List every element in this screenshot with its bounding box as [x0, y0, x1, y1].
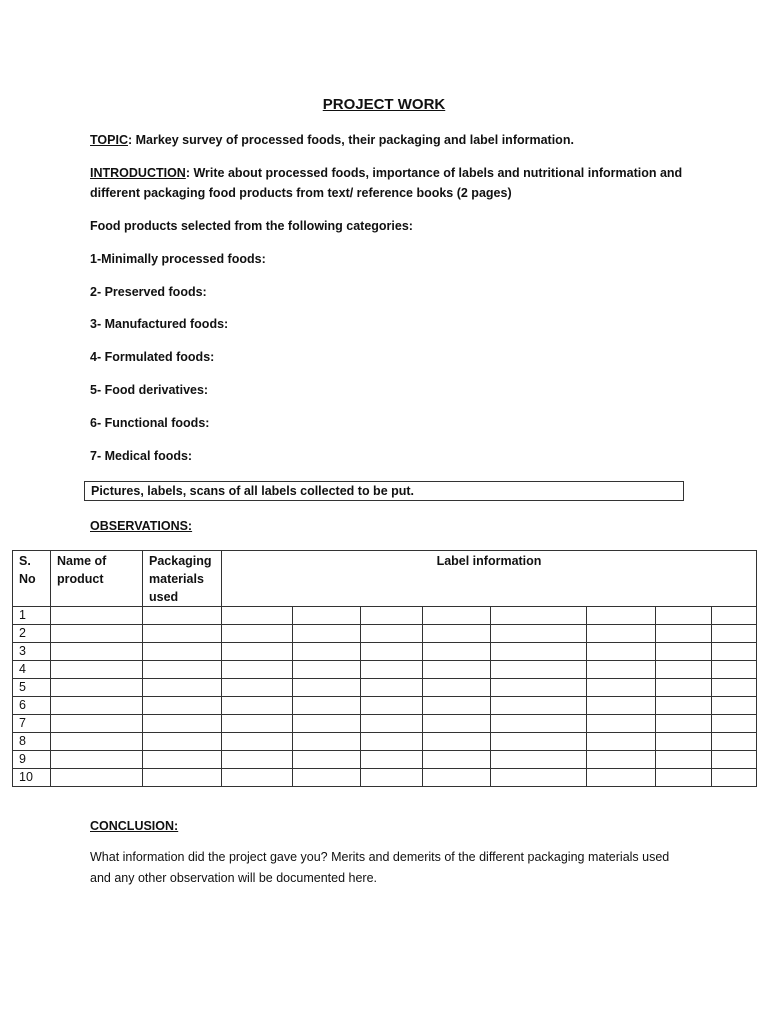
table-cell: [491, 751, 587, 769]
table-row: [13, 715, 757, 733]
table-cell: [222, 625, 293, 643]
table-cell: [143, 715, 222, 733]
table-row: [13, 733, 757, 751]
table-cell: [491, 625, 587, 643]
table-cell: [587, 607, 656, 625]
table-cell: [712, 607, 757, 625]
table-row: [13, 625, 757, 643]
table-cell: [222, 643, 293, 661]
table-cell: [361, 625, 423, 643]
table-cell: [712, 643, 757, 661]
table-cell: [587, 769, 656, 787]
table-cell: [491, 697, 587, 715]
table-row: [13, 643, 757, 661]
table-cell: [423, 697, 491, 715]
table-cell: [361, 697, 423, 715]
category-item: 4- Formulated foods:: [90, 350, 215, 364]
table-row: [13, 661, 757, 679]
table-cell: [712, 751, 757, 769]
table-cell: [656, 733, 712, 751]
table-cell: [491, 607, 587, 625]
table-cell: [222, 769, 293, 787]
category-item: 6- Functional foods:: [90, 416, 210, 430]
row-number: 4: [13, 661, 51, 679]
category-item: 5- Food derivatives:: [90, 383, 209, 397]
table-cell: [51, 715, 143, 733]
table-cell: [51, 643, 143, 661]
table-cell: [143, 679, 222, 697]
table-cell: [293, 661, 361, 679]
table-cell: [423, 679, 491, 697]
table-cell: [51, 697, 143, 715]
table-cell: [222, 697, 293, 715]
table-cell: [656, 697, 712, 715]
header-label-information: Label information: [222, 551, 757, 607]
table-cell: [143, 643, 222, 661]
table-cell: [712, 733, 757, 751]
observations-heading: OBSERVATIONS:: [90, 519, 193, 533]
table-cell: [143, 733, 222, 751]
table-row: [13, 769, 757, 787]
topic-line: [90, 130, 690, 150]
table-cell: [423, 643, 491, 661]
table-cell: [222, 751, 293, 769]
table-cell: [222, 607, 293, 625]
row-number: 1: [13, 607, 51, 625]
table-cell: [361, 643, 423, 661]
table-cell: [51, 769, 143, 787]
page-title: PROJECT WORK: [322, 96, 446, 113]
table-cell: [293, 625, 361, 643]
table-cell: [656, 607, 712, 625]
table-cell: [143, 769, 222, 787]
table-cell: [656, 625, 712, 643]
table-cell: [491, 661, 587, 679]
table-cell: [712, 625, 757, 643]
header-packaging: Packaging materials used: [143, 551, 222, 607]
table-header-row: [13, 551, 757, 607]
topic-label: TOPIC: [90, 133, 128, 147]
table-cell: [587, 625, 656, 643]
table-cell: [423, 607, 491, 625]
table-cell: [423, 733, 491, 751]
table-cell: [293, 751, 361, 769]
table-row: [13, 697, 757, 715]
table-cell: [587, 733, 656, 751]
table-cell: [51, 751, 143, 769]
pictures-note-box: Pictures, labels, scans of all labels collected to be put.: [84, 481, 684, 501]
table-cell: [587, 661, 656, 679]
table-cell: [361, 679, 423, 697]
row-number: 9: [13, 751, 51, 769]
categories-intro: Food products selected from the following categories:: [90, 219, 413, 233]
table-cell: [656, 679, 712, 697]
table-cell: [51, 661, 143, 679]
table-cell: [587, 679, 656, 697]
table-cell: [143, 661, 222, 679]
table-cell: [656, 769, 712, 787]
table-cell: [293, 733, 361, 751]
table-cell: [361, 733, 423, 751]
category-item: 2- Preserved foods:: [90, 285, 207, 299]
table-cell: [293, 643, 361, 661]
table-cell: [491, 679, 587, 697]
table-cell: [51, 679, 143, 697]
table-cell: [712, 769, 757, 787]
table-cell: [51, 625, 143, 643]
row-number: 3: [13, 643, 51, 661]
table-row: [13, 607, 757, 625]
table-cell: [361, 607, 423, 625]
table-cell: [491, 715, 587, 733]
table-cell: [361, 715, 423, 733]
table-cell: [143, 625, 222, 643]
header-name: Name of product: [51, 551, 143, 607]
topic-text: : Markey survey of processed foods, their packaging and label information.: [127, 133, 574, 147]
conclusion-heading: CONCLUSION:: [90, 819, 179, 833]
table-cell: [222, 679, 293, 697]
table-cell: [423, 715, 491, 733]
table-cell: [423, 661, 491, 679]
row-number: 6: [13, 697, 51, 715]
header-sno: S. No: [13, 551, 51, 607]
introduction-text: : Write about processed foods, importance of labels and nutritional information and different packaging food products from text/ reference books (2 pages): [90, 166, 683, 200]
table-cell: [293, 679, 361, 697]
table-cell: [293, 715, 361, 733]
table-cell: [491, 643, 587, 661]
table-cell: [712, 697, 757, 715]
table-cell: [712, 715, 757, 733]
table-cell: [423, 751, 491, 769]
category-item: 7- Medical foods:: [90, 449, 193, 463]
table-cell: [222, 733, 293, 751]
table-row: [13, 679, 757, 697]
row-number: 7: [13, 715, 51, 733]
row-number: 8: [13, 733, 51, 751]
table-row: [13, 751, 757, 769]
table-cell: [491, 733, 587, 751]
table-cell: [361, 769, 423, 787]
table-cell: [587, 715, 656, 733]
table-cell: [423, 769, 491, 787]
introduction-line: [90, 163, 690, 203]
table-cell: [587, 751, 656, 769]
category-item: 3- Manufactured foods:: [90, 317, 229, 331]
table-cell: [143, 607, 222, 625]
table-cell: [587, 643, 656, 661]
table-cell: [361, 661, 423, 679]
table-cell: [656, 661, 712, 679]
table-cell: [587, 697, 656, 715]
table-cell: [293, 769, 361, 787]
category-item: 1-Minimally processed foods:: [90, 252, 266, 266]
table-cell: [656, 715, 712, 733]
table-cell: [51, 733, 143, 751]
table-cell: [656, 643, 712, 661]
introduction-label: INTRODUCTION: [90, 166, 186, 180]
row-number: 10: [13, 769, 51, 787]
table-cell: [656, 751, 712, 769]
table-cell: [293, 697, 361, 715]
observations-table: [12, 550, 757, 787]
table-cell: [293, 607, 361, 625]
row-number: 2: [13, 625, 51, 643]
table-cell: [222, 661, 293, 679]
table-cell: [361, 751, 423, 769]
table-cell: [712, 679, 757, 697]
table-cell: [423, 625, 491, 643]
table-cell: [712, 661, 757, 679]
table-cell: [51, 607, 143, 625]
table-cell: [491, 769, 587, 787]
conclusion-text: What information did the project gave you? Merits and demerits of the different packaging materials used and any other observation will be documented here.: [90, 850, 670, 885]
table-cell: [143, 697, 222, 715]
row-number: 5: [13, 679, 51, 697]
table-cell: [143, 751, 222, 769]
table-cell: [222, 715, 293, 733]
